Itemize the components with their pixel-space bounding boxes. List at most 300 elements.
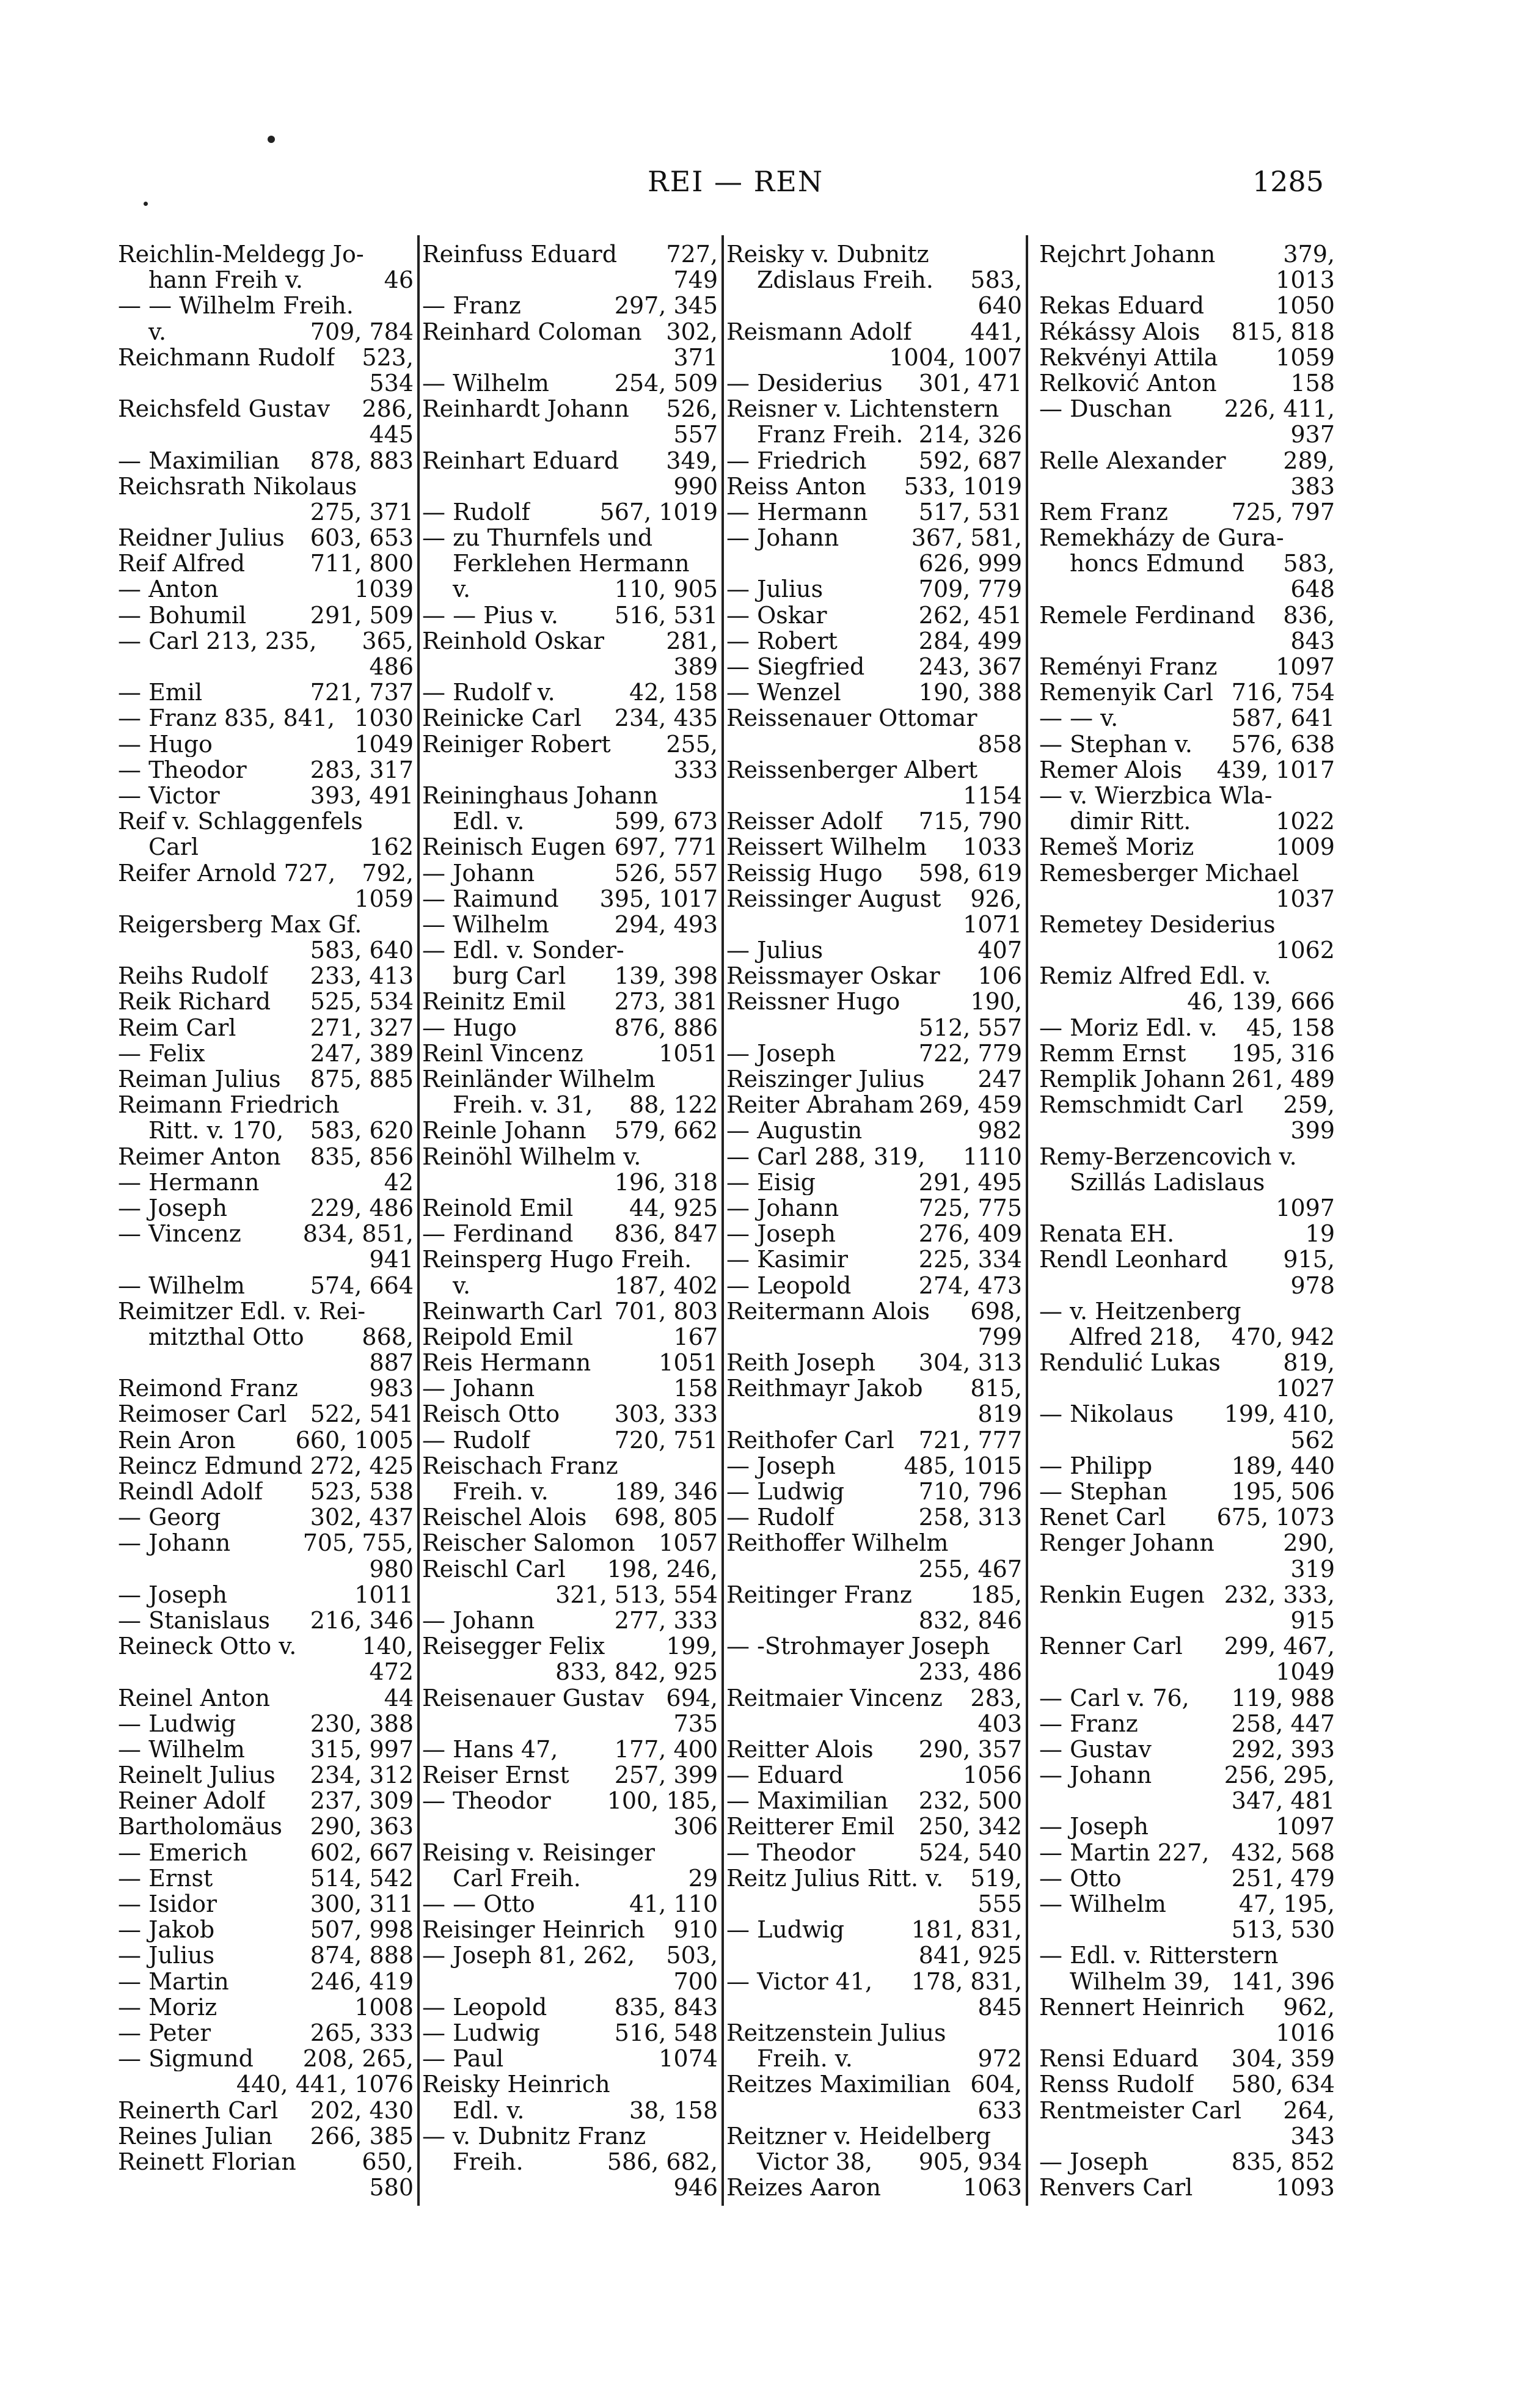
index-entry-line [422, 1504, 718, 1530]
entry-pages: 640 [977, 293, 1022, 319]
entry-pages: 1057 [659, 1530, 718, 1556]
entry-pages: 1097 [1276, 1813, 1335, 1840]
entry-pages: 395, 1017 [599, 885, 718, 912]
entry-name: — Julius [726, 937, 824, 964]
index-entry-line [726, 1273, 1022, 1298]
index-entry-line [422, 1711, 718, 1736]
entry-pages: 226, 411, [1224, 396, 1335, 422]
index-entry-line [422, 1685, 718, 1711]
index-entry-line [1039, 1015, 1335, 1041]
entry-pages: 178, 831, [911, 1968, 1022, 1994]
entry-name: — Joseph [118, 1581, 227, 1608]
index-entry-line [1039, 1917, 1335, 1942]
entry-pages: 255, 467 [918, 1556, 1022, 1582]
entry-pages: 187, 402 [614, 1272, 718, 1298]
entry-name: Reimoser Carl [118, 1401, 287, 1427]
index-entry-line [1039, 1633, 1335, 1659]
entry-name: Rendl Leonhard [1039, 1246, 1228, 1273]
entry-pages: 272, 425 [310, 1452, 414, 1479]
index-entry-line [1039, 2123, 1335, 2149]
index-entry-line [726, 370, 1022, 396]
entry-name: — Isidor [118, 1891, 217, 1917]
entry-pages: 371 [673, 344, 718, 370]
index-entry-line [422, 602, 718, 628]
entry-name: — Gustav [1039, 1736, 1152, 1763]
entry-pages: 259, [1283, 1092, 1335, 1118]
index-entry-line [1039, 912, 1335, 937]
index-entry-line [422, 525, 718, 551]
index-entry-line [422, 2175, 718, 2200]
index-entry-line [1039, 731, 1335, 757]
index-entry-line [422, 474, 718, 499]
index-entry-line [726, 2175, 1022, 2200]
entry-name: — Franz [422, 293, 521, 319]
entry-pages: 887 [369, 1350, 414, 1376]
entry-pages: 841, 925 [918, 1942, 1022, 1969]
entry-pages: 698, [970, 1298, 1022, 1324]
entry-pages: 599, 673 [614, 808, 718, 835]
index-entry-line [726, 1633, 1022, 1659]
entry-name: Reimitzer Edl. v. Rei- [118, 1298, 366, 1324]
entry-pages: 445 [369, 422, 414, 448]
entry-pages: 526, [666, 396, 718, 422]
entry-name: — Ludwig [422, 2019, 541, 2046]
entry-pages: 254, 509 [614, 370, 718, 397]
entry-pages: 910 [673, 1917, 718, 1943]
entry-pages: 524, 540 [918, 1839, 1022, 1865]
entry-pages: 876, 886 [614, 1014, 718, 1041]
entry-name: Wilhelm 39, [1070, 1968, 1211, 1994]
index-entry-line [118, 1840, 414, 1865]
entry-name: Reissig Hugo [726, 860, 883, 886]
entry-pages: 576, 638 [1231, 731, 1335, 757]
entry-pages: 1051 [659, 1040, 718, 1066]
index-entry-line [422, 1273, 718, 1298]
entry-name: Reinel Anton [118, 1685, 270, 1711]
entry-name: — -Strohmayer Joseph [726, 1633, 990, 1660]
index-entry-line [118, 963, 414, 989]
entry-pages: 321, 513, 554 [555, 1581, 718, 1608]
entry-pages: 555 [977, 1891, 1022, 1917]
index-entry-line [118, 989, 414, 1014]
entry-pages: 727, [666, 241, 718, 268]
entry-name: — Johann [726, 1195, 839, 1221]
index-entry-line [1039, 1736, 1335, 1762]
index-entry-line [422, 705, 718, 731]
entry-name: Reissner Hugo [726, 989, 900, 1015]
entry-name: — Wilhelm [1039, 1891, 1166, 1917]
entry-name: Remenyik Carl [1039, 679, 1213, 706]
index-entry-line [422, 1788, 718, 1813]
index-entry-line [1039, 2175, 1335, 2200]
entry-name: Remer Alois [1039, 756, 1182, 783]
entry-name: — Jakob [118, 1917, 215, 1943]
entry-pages: 389 [673, 654, 718, 680]
entry-pages: 799 [977, 1323, 1022, 1350]
index-entry-line [118, 1195, 414, 1221]
entry-name: Reitermann Alois [726, 1298, 930, 1324]
index-entry-line [422, 1221, 718, 1246]
entry-name: — Wilhelm [422, 911, 549, 938]
index-entry-line [726, 963, 1022, 989]
index-entry-line [422, 654, 718, 679]
index-entry-line [1039, 1273, 1335, 1298]
index-entry-line [1039, 1350, 1335, 1375]
entry-name: Reissenauer Ottomar [726, 705, 977, 731]
index-entry-line [1039, 989, 1335, 1014]
entry-name: Reinl Vincenz [422, 1040, 583, 1066]
entry-pages: 858 [977, 731, 1022, 757]
entry-pages: 875, 885 [310, 1066, 414, 1092]
entry-pages: 1013 [1276, 267, 1335, 293]
entry-name: — Desiderius [726, 370, 883, 397]
entry-name: Reichsrath Nikolaus [118, 473, 357, 499]
index-entry-line [118, 370, 414, 396]
index-entry-line [118, 1530, 414, 1556]
index-entry-line [726, 1917, 1022, 1942]
entry-name: Reisinger Heinrich [422, 1917, 645, 1943]
index-entry-line [726, 1015, 1022, 1041]
entry-pages: 725, 775 [918, 1195, 1022, 1221]
entry-pages: 598, 619 [918, 860, 1022, 886]
entry-pages: 586, 682, [607, 2148, 718, 2175]
index-entry-line [118, 1375, 414, 1401]
index-entry-line [422, 1246, 718, 1272]
entry-pages: 836, [1283, 602, 1335, 628]
entry-name: Rein Aron [118, 1427, 236, 1453]
index-entry-line [726, 1711, 1022, 1736]
index-entry-line [422, 1169, 718, 1195]
entry-pages: 139, 398 [614, 963, 718, 989]
entry-pages: 333 [673, 756, 718, 783]
entry-name: Reisky Heinrich [422, 2071, 610, 2098]
entry-name: — Emerich [118, 1839, 248, 1865]
index-entry-line [726, 2123, 1022, 2149]
entry-name: Szillás Ladislaus [1070, 1169, 1265, 1195]
entry-pages: 45, 158 [1246, 1014, 1335, 1041]
entry-pages: 660, 1005 [295, 1427, 414, 1453]
entry-name: v. [453, 576, 471, 602]
index-entry-line [118, 1324, 414, 1350]
entry-name: — Ludwig [118, 1710, 236, 1736]
entry-pages: 626, 999 [918, 551, 1022, 577]
entry-name: Reinhard Coloman [422, 318, 642, 345]
entry-pages: 208, 265, [302, 2046, 414, 2072]
index-entry-line [422, 1350, 718, 1375]
entry-name: Reinwarth Carl [422, 1298, 602, 1324]
entry-name: Reines Julian [118, 2123, 272, 2149]
entry-pages: 119, 988 [1231, 1685, 1335, 1711]
index-entry-line [1039, 1427, 1335, 1453]
index-entry-line [1039, 525, 1335, 551]
entry-name: Reisenauer Gustav [422, 1685, 645, 1711]
entry-name: Victor 38, [757, 2148, 873, 2175]
entry-name: Reimer Anton [118, 1143, 281, 1169]
index-entry-line [422, 1813, 718, 1839]
entry-pages: 836, 847 [614, 1221, 718, 1247]
entry-name: Renger Johann [1039, 1530, 1214, 1556]
entry-pages: 261, 489 [1231, 1066, 1335, 1092]
entry-name: Reif Alfred [118, 551, 246, 577]
entry-name: — Friedrich [726, 447, 867, 474]
index-entry-line [118, 293, 414, 318]
index-entry-line [118, 2175, 414, 2200]
index-entry-line [422, 2071, 718, 2097]
entry-name: — Martin 227, [1039, 1839, 1210, 1865]
index-entry-line [726, 1066, 1022, 1092]
index-entry-line [726, 576, 1022, 602]
entry-name: Reinfuss Eduard [422, 241, 618, 268]
index-entry-line [118, 1221, 414, 1246]
entry-pages: 1056 [963, 1762, 1022, 1788]
index-entry-line [1039, 808, 1335, 834]
entry-name: — Hermann [726, 499, 868, 525]
index-entry-line [422, 2098, 718, 2123]
index-entry-line [726, 499, 1022, 525]
entry-pages: 832, 846 [918, 1607, 1022, 1634]
entry-pages: 675, 1073 [1216, 1504, 1335, 1531]
entry-pages: 978 [1290, 1272, 1335, 1298]
index-entry-line [1039, 886, 1335, 912]
index-entry-line [118, 1273, 414, 1298]
entry-name: Reitz Julius Ritt. v. [726, 1865, 944, 1891]
index-entry-line [118, 1813, 414, 1839]
entry-name: — Emil [118, 679, 203, 706]
entry-pages: 650, [362, 2148, 414, 2175]
entry-pages: 845 [977, 1994, 1022, 2020]
entry-pages: 592, 687 [918, 447, 1022, 474]
index-entry-line [422, 1092, 718, 1118]
entry-name: — Siegfried [726, 654, 865, 680]
entry-name: Reithmayr Jakob [726, 1375, 923, 1402]
index-entry-line [1039, 370, 1335, 396]
entry-pages: 271, 327 [310, 1014, 414, 1041]
index-entry-line [118, 628, 414, 654]
index-entry-line [1039, 576, 1335, 602]
entry-name: v. [148, 318, 167, 345]
entry-name: Reininghaus Johann [422, 782, 659, 809]
index-entry-line [118, 1298, 414, 1324]
index-entry-line [422, 834, 718, 860]
entry-name: — Kasimir [726, 1246, 849, 1273]
entry-name: Reimond Franz [118, 1375, 298, 1402]
index-entry-line [726, 1994, 1022, 2020]
entry-pages: 905, 934 [918, 2148, 1022, 2175]
entry-name: Reithoffer Wilhelm [726, 1530, 949, 1556]
entry-pages: 275, 371 [310, 499, 414, 525]
page-number: 1285 [1252, 165, 1324, 198]
index-entry-line [726, 551, 1022, 576]
index-entry-line [1039, 705, 1335, 731]
entry-pages: 262, 451 [918, 602, 1022, 628]
entry-pages: 202, 430 [310, 2097, 414, 2123]
entry-pages: 315, 997 [310, 1736, 414, 1763]
entry-pages: 835, 856 [310, 1143, 414, 1169]
entry-pages: 88, 122 [629, 1092, 718, 1118]
entry-name: — Johann [422, 1607, 535, 1634]
index-entry-line [422, 1633, 718, 1659]
index-entry-line [1039, 396, 1335, 422]
index-entry-line [1039, 1453, 1335, 1479]
entry-pages: 1049 [354, 731, 414, 757]
index-entry-line [422, 1762, 718, 1788]
entry-name: Reizes Aaron [726, 2175, 881, 2201]
entry-name: — Joseph [726, 1221, 836, 1247]
index-entry-line [118, 1350, 414, 1375]
entry-pages: 735 [673, 1710, 718, 1736]
index-entry-line [726, 1504, 1022, 1530]
index-entry-line [1039, 834, 1335, 860]
index-entry-line [118, 1994, 414, 2020]
entry-pages: 701, 803 [614, 1298, 718, 1324]
index-entry-line [726, 2020, 1022, 2046]
index-entry-line [1039, 1659, 1335, 1685]
index-entry-line [118, 1504, 414, 1530]
entry-name: Reiman Julius [118, 1066, 281, 1092]
index-entry-line [1039, 345, 1335, 370]
entry-name: — Joseph [726, 1040, 836, 1066]
index-entry-line [1039, 1840, 1335, 1865]
index-entry-line [1039, 1324, 1335, 1350]
index-entry-line [1039, 267, 1335, 293]
entry-pages: 725, 797 [1231, 499, 1335, 525]
index-entry-line [422, 886, 718, 912]
index-entry-line [1039, 1479, 1335, 1504]
index-entry-line [726, 1169, 1022, 1195]
index-entry-line [726, 602, 1022, 628]
entry-pages: 441, [970, 318, 1022, 345]
entry-pages: 1062 [1276, 937, 1335, 964]
index-entry-line [1039, 1994, 1335, 2020]
index-entry-line [1039, 1144, 1335, 1169]
entry-name: Reik Richard [118, 989, 271, 1015]
entry-pages: 716, 754 [1231, 679, 1335, 706]
index-entry-line [1039, 1298, 1335, 1324]
entry-pages: 301, 471 [918, 370, 1022, 397]
entry-pages: 46 [384, 267, 414, 293]
index-entry-line [726, 886, 1022, 912]
entry-name: Reischl Carl [422, 1556, 566, 1582]
entry-name: Relković Anton [1039, 370, 1217, 397]
index-entry-line [1039, 2149, 1335, 2175]
index-entry-line [118, 1633, 414, 1659]
index-entry-line [118, 886, 414, 912]
index-entry-line [118, 448, 414, 474]
entry-pages: 432, 568 [1231, 1839, 1335, 1865]
index-entry-line [726, 1118, 1022, 1143]
index-entry-line [422, 1917, 718, 1942]
entry-pages: 189, 440 [1231, 1452, 1335, 1479]
index-entry-line [422, 989, 718, 1014]
entry-name: Reinicke Carl [422, 705, 582, 731]
index-entry-line [1039, 654, 1335, 679]
entry-name: Reinisch Eugen [422, 834, 606, 860]
index-entry-line [422, 1736, 718, 1762]
index-entry-line [118, 2123, 414, 2149]
entry-name: — Johann [726, 525, 839, 551]
index-entry-line [726, 1969, 1022, 1994]
entry-pages: 926, [970, 885, 1022, 912]
index-entry-line [118, 551, 414, 576]
entry-name: — Raimund [422, 885, 559, 912]
index-entry-line [118, 757, 414, 783]
entry-name: Reinitz Emil [422, 989, 566, 1015]
entry-pages: 38, 158 [629, 2097, 718, 2123]
index-entry-line [118, 2020, 414, 2046]
entry-pages: 42, 158 [629, 679, 718, 706]
entry-name: burg Carl [453, 963, 566, 989]
entry-name: Reinett Florian [118, 2148, 296, 2175]
index-entry-line [422, 1969, 718, 1994]
entry-pages: 277, 333 [614, 1607, 718, 1634]
index-entry-line [422, 576, 718, 602]
index-entry-line [118, 1246, 414, 1272]
entry-name: Carl [148, 834, 199, 860]
index-entry-line [422, 1195, 718, 1221]
entry-name: — Rudolf v. [422, 679, 555, 706]
index-entry-line [726, 783, 1022, 808]
entry-pages: 982 [977, 1118, 1022, 1144]
entry-name: Remekházy de Gura- [1039, 525, 1284, 551]
entry-pages: 946 [673, 2175, 718, 2201]
entry-name: dimir Ritt. [1070, 808, 1191, 835]
entry-name: mitzthal Otto [148, 1323, 304, 1350]
index-entry-line [1039, 1762, 1335, 1788]
entry-pages: 284, 499 [918, 628, 1022, 654]
index-entry-line [118, 731, 414, 757]
index-entry-line [726, 628, 1022, 654]
entry-pages: 604, [970, 2071, 1022, 2098]
index-entry-line [726, 1813, 1022, 1839]
entry-name: — Georg [118, 1504, 221, 1531]
index-entry-line [422, 1324, 718, 1350]
index-entry-line [118, 1891, 414, 1917]
entry-name: — Carl v. 76, [1039, 1685, 1189, 1711]
entry-name: Rentmeister Carl [1039, 2097, 1242, 2123]
entry-name: Reihs Rudolf [118, 963, 268, 989]
entry-pages: 815, 818 [1231, 318, 1335, 345]
index-entry-line [1039, 1375, 1335, 1401]
entry-name: Reményi Franz [1039, 654, 1218, 680]
entry-pages: 365, [362, 628, 414, 654]
index-entry-line [726, 705, 1022, 731]
entry-name: Reitinger Franz [726, 1581, 912, 1608]
entry-pages: 472 [369, 1659, 414, 1685]
index-entry-line [1039, 1169, 1335, 1195]
entry-name: Bartholomäus [118, 1813, 283, 1840]
entry-pages: 633 [977, 2097, 1022, 2123]
index-entry-line [1039, 783, 1335, 808]
entry-name: Reischer Salomon [422, 1530, 635, 1556]
entry-name: Renner Carl [1039, 1633, 1183, 1660]
index-entry-line [726, 1246, 1022, 1272]
entry-pages: 507, 998 [310, 1917, 414, 1943]
entry-name: Reinsperg Hugo Freih. [422, 1246, 692, 1273]
entry-pages: 486 [369, 654, 414, 680]
index-entry-line [422, 1530, 718, 1556]
index-entry-line [1039, 757, 1335, 783]
index-entry-line [422, 1479, 718, 1504]
entry-pages: 983 [369, 1375, 414, 1402]
entry-pages: 393, 491 [310, 782, 414, 809]
entry-name: — Theodor [726, 1839, 855, 1865]
entry-pages: 523, [362, 344, 414, 370]
entry-name: — Augustin [726, 1118, 863, 1144]
index-entry-line [1039, 2046, 1335, 2071]
index-entry-line [422, 783, 718, 808]
entry-pages: 715, 790 [918, 808, 1022, 835]
index-entry-line [118, 808, 414, 834]
